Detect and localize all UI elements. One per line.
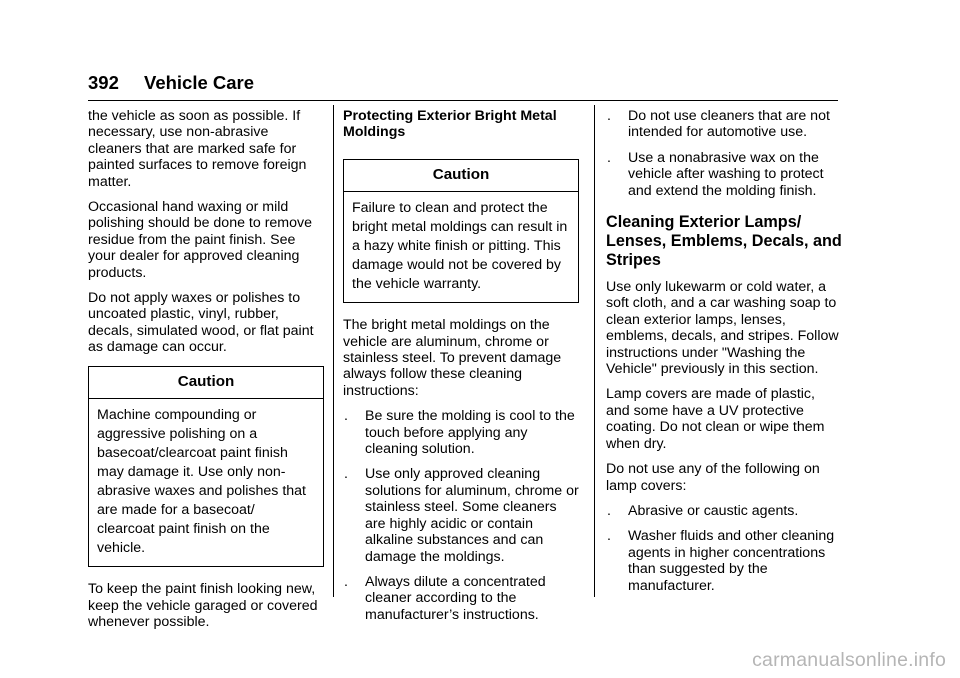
list-item-text: Abrasive or caustic agents. (628, 502, 799, 519)
caution-text: Machine compounding or aggressive polishing on a basecoat/clearcoat paint finish may damage it. Use only non-abrasive waxes and polishes that are made for a basecoat/ clearcoat paint finish on the vehicle. (97, 407, 306, 557)
caution-box (88, 366, 324, 567)
list-item (343, 466, 579, 564)
subheading: Protecting Exterior Bright Metal Moldings (343, 108, 557, 141)
caution-title: Caution (89, 367, 323, 399)
column-divider (333, 105, 334, 597)
bullet-list (343, 408, 579, 623)
bullet-icon: . (344, 408, 348, 425)
paragraph: Lamp covers are made of plastic, and some have a UV protective coating. Do not clean or wipe them when dry. (606, 386, 825, 452)
bullet-icon: . (344, 466, 348, 483)
bullet-list (606, 503, 842, 594)
caution-box (343, 159, 579, 303)
paragraph: Do not use any of the following on lamp covers: (606, 461, 820, 494)
list-item-text: Always dilute a concentrated cleaner according to the manufacturer’s instructions. (365, 573, 546, 623)
bullet-list (606, 108, 842, 199)
list-item (343, 408, 579, 457)
paragraph: Use only lukewarm or cold water, a soft cloth, and a car washing soap to clean exterior lamps, lenses, emblems, decals, and stripes. Follow instructions under "Washing the Vehicle" previously in this section. (606, 279, 839, 378)
paragraph: Do not apply waxes or polishes to uncoated plastic, vinyl, rubber, decals, simulated wood, or flat paint as damage can occur. (88, 290, 314, 356)
caution-text: Failure to clean and protect the bright metal moldings can result in a hazy white finish or pitting. This damage would not be covered by the vehicle warranty. (352, 200, 568, 293)
bullet-icon: . (344, 573, 348, 590)
paragraph: the vehicle as soon as possible. If necessary, use non-abrasive cleaners that are marked safe for painted surfaces to remove foreign matter. (88, 108, 307, 190)
list-item (606, 150, 842, 199)
watermark: carmanualsonline.info (752, 649, 946, 671)
caution-title: Caution (344, 160, 578, 192)
section-title: Vehicle Care (144, 72, 255, 93)
bullet-icon: . (607, 502, 611, 519)
list-item-text: Do not use cleaners that are not intended for automotive use. (628, 108, 830, 141)
bullet-icon: . (607, 149, 611, 166)
list-item (606, 528, 842, 594)
paragraph: Occasional hand waxing or mild polishing should be done to remove residue from the paint finish. See your dealer for approved cleaning products. (88, 199, 313, 281)
list-item-text: Use a nonabrasive wax on the vehicle after washing to protect and extend the molding finish. (628, 149, 824, 199)
column-divider (594, 105, 595, 597)
bullet-icon: . (607, 108, 611, 124)
section-heading: Cleaning Exterior Lamps/ Lenses, Emblems, Decals, and Stripes (606, 213, 842, 270)
list-item (343, 574, 579, 623)
paragraph: To keep the paint finish looking new, keep the vehicle garaged or covered whenever possible. (88, 581, 318, 630)
bullet-icon: . (607, 528, 611, 545)
list-item-text: Use only approved cleaning solutions for aluminum, chrome or stainless steel. Some cleaners are highly acidic or contain alkaline substances and can damage the moldings. (365, 466, 579, 565)
list-item-text: Washer fluids and other cleaning agents in higher concentrations than suggested by the manufacturer. (628, 528, 835, 594)
list-item (606, 503, 842, 519)
column-right (606, 108, 842, 603)
page-header (88, 70, 838, 101)
paragraph: The bright metal moldings on the vehicle are aluminum, chrome or stainless steel. To prevent damage always follow these cleaning instructions: (343, 317, 562, 399)
column-middle (343, 108, 579, 632)
page-number: 392 (88, 72, 119, 93)
column-left (88, 108, 324, 639)
list-item-text: Be sure the molding is cool to the touch before applying any cleaning solution. (365, 408, 575, 458)
list-item (606, 108, 842, 141)
